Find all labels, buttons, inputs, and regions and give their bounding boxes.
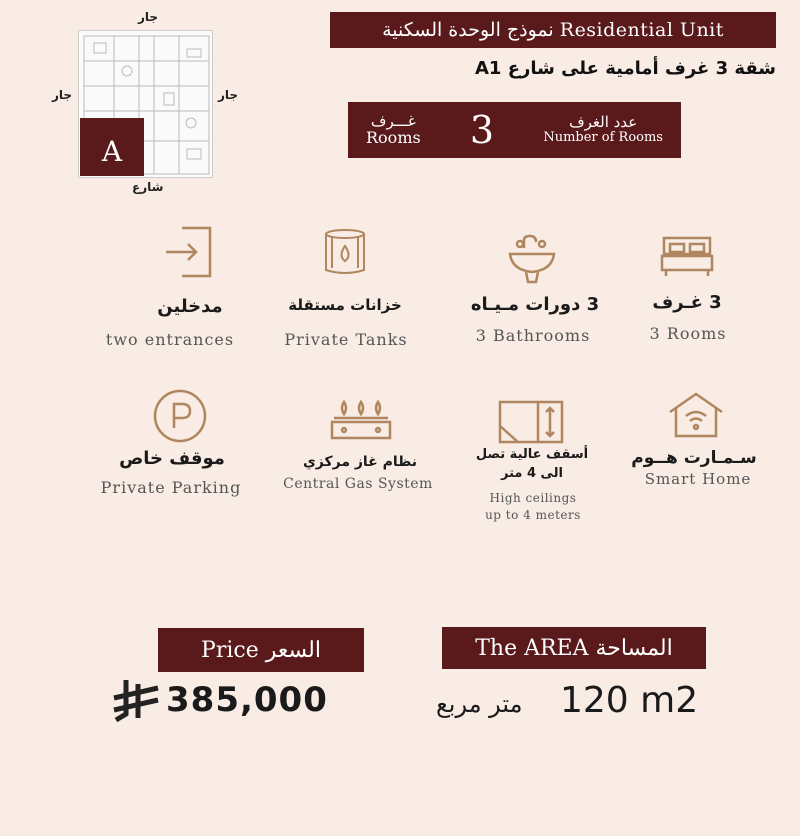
feature-ceilings-ar: أسقف عالية تصل الى 4 متر [475,447,589,481]
feature-entrances-ar: مدخلين [157,296,223,317]
feature-tanks-en: Private Tanks [284,330,408,349]
feature-gas-ar: نظام غاز مركزي [302,454,418,470]
riyal-icon [112,678,162,726]
feature-parking-ar: موقف خاص [119,448,225,469]
rooms-badge [348,102,681,158]
sink-icon [508,234,556,284]
feature-smarthome-ar: سـمـارت هــوم [631,448,757,468]
feature-rooms-en: 3 Rooms [649,324,727,343]
feature-bathrooms-ar: 3 دورات مـيـاه [470,294,600,315]
price-value: 385,000 [166,680,328,720]
parking-icon [152,388,208,444]
plan-label-left: جار [52,88,73,102]
bed-icon [660,234,714,278]
gas-stove-icon [330,400,392,442]
unit-marker-top [128,118,144,132]
price-label: Price السعر [201,637,321,663]
plan-label-right: جار [218,88,239,102]
page-title: نموذج الوحدة السكنية Residential Unit [382,19,724,41]
area-label: The AREA المساحة [475,635,673,661]
number-of-rooms-en: Number of Rooms [543,130,663,146]
rooms-badge-ar: غـــرف [370,111,416,130]
plan-label-top: جار [138,10,159,24]
feature-rooms-ar: 3 غـرف [652,292,722,313]
water-tank-icon [322,228,368,276]
ceiling-height-icon [498,400,564,444]
area-value: 120 m2 [560,680,699,721]
number-of-rooms-ar: عدد الغرف [569,112,638,131]
header-title-box [330,12,776,48]
smart-home-icon [666,390,726,440]
feature-gas-en: Central Gas System [283,476,433,492]
unit-letter: A [101,134,123,168]
feature-entrances-en: two entrances [105,330,235,349]
subtitle: شقة 3 غرف أمامية على شارع A1 [474,58,776,79]
area-label-box [442,627,706,669]
price-label-box [158,628,364,672]
feature-smarthome-en: Smart Home [644,470,752,488]
plan-label-bottom: شارع [132,180,164,194]
entrance-icon [164,224,214,280]
area-unit-ar: متر مربع [436,690,523,718]
feature-ceilings-en: High ceilings up to 4 meters [485,491,581,522]
rooms-badge-number: 3 [469,108,495,152]
feature-tanks-ar: خزانات مستقلة [288,296,402,314]
feature-parking-en: Private Parking [100,478,242,497]
feature-bathrooms-en: 3 Bathrooms [475,326,591,345]
rooms-badge-en: Rooms [366,128,421,148]
